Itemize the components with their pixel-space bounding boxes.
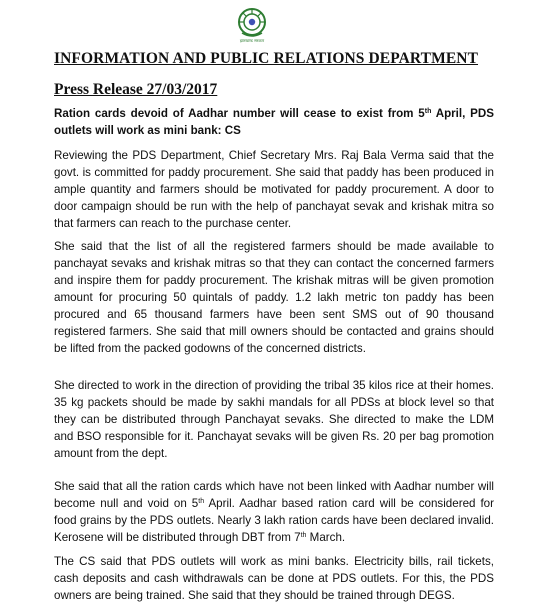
headline: Ration cards devoid of Aadhar number will cease to exist from 5th April, PDS outlets will work as mini bank: CS xyxy=(54,107,494,137)
paragraph-2: She said that the list of all the registered farmers should be made available to panchayat sevaks and krishak mitras so that they can contact the concerned farmers and inspire them for paddy procurement. The krishak mitras will be given promotion amount for procuring 50 quintals of paddy. 1.2 lakh metric ton paddy has been procured and 65 thousand farmers have been sent SMS out of 90 thousand registered farmers. She said that mill owners should be contacted and grains should be lifted from the packed godowns of the concerned districts. xyxy=(54,240,494,355)
paragraph-4: She said that all the ration cards which have not been linked with Aadhar number will become null and void on 5th April. Aadhar based ration card will be considered for food grains by the PDS outlets. Nearly 3 lakh ration cards have been declared invalid. Kerosene will be distributed through DBT from 7th March. xyxy=(54,480,494,544)
department-title: INFORMATION AND PUBLIC RELATIONS DEPARTMENT xyxy=(54,50,479,67)
emblem-caption: झारखण्ड सरकार xyxy=(239,38,265,43)
press-release-date: Press Release 27/03/2017 xyxy=(54,81,218,98)
paragraph-5: The CS said that PDS outlets will work as mini banks. Electricity bills, rail tickets, cash deposits and cash withdrawals can be done at PDS outlets. For this, the PDS owners are being trained. She said that they should be trained through DEGS. xyxy=(54,555,494,602)
paragraph-1: Reviewing the PDS Department, Chief Secretary Mrs. Raj Bala Verma said that the govt. is committed for paddy procurement. She said that paddy has been produced in ample quantity and farmers should be motivated for paddy procurement. A door to door campaign should be run with the help of panchayat sevak and krishak mitra so that farmers can reach to the purchase center. xyxy=(54,149,494,230)
paragraph-3: She directed to work in the direction of providing the tribal 35 kilos rice at their homes. 35 kg packets should be made by sakhi mandals for all PDSs at block level so that they can be distributed through Panchayat sevaks. She directed to make the LDM and BSO responsible for it. Panchayat sevaks will be given Rs. 20 per bag promotion amount from the dept. xyxy=(54,379,494,460)
